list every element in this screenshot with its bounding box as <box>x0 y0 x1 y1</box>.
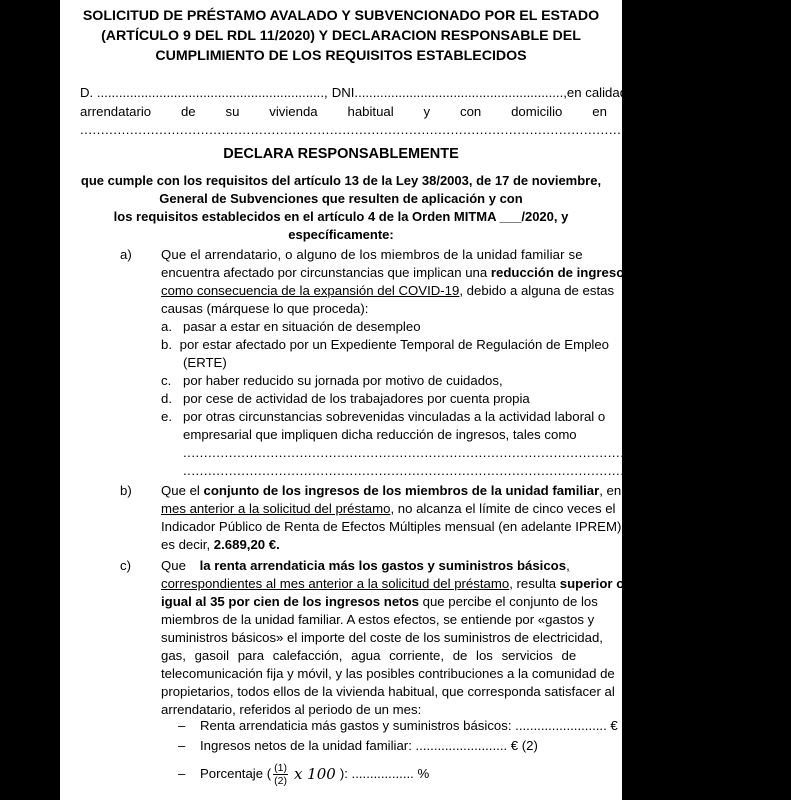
section-b-text: Que el <box>161 483 204 498</box>
intro-word: arrendatario <box>80 104 152 119</box>
declara-line-3: los requisitos establecidos en el artículo 4 de la Orden MITMA ___/2020, y <box>113 209 569 224</box>
section-a-line-2 <box>161 264 636 282</box>
section-a-line-4: causas (márquese lo que proceda): <box>161 301 369 316</box>
intro-text-calidad: en calidad de <box>566 85 646 100</box>
dash-icon: – <box>178 738 186 753</box>
porcentaje-label: Porcentaje ( <box>200 766 272 781</box>
list-text: pasar a estar en situación de desempleo <box>183 319 421 334</box>
section-b-text: es decir, <box>161 537 214 552</box>
porcentaje-row <box>178 758 429 790</box>
list-text: por haber reducido su jornada por motivo de cuidados, <box>183 373 503 388</box>
list-marker <box>161 426 183 444</box>
section-a-line-3 <box>161 282 615 300</box>
section-c-line-1 <box>161 557 607 575</box>
section-c-line-4: miembros de la unidad familiar. A estos efectos, se entiende por «gastos y <box>161 612 595 627</box>
address-blank: .................................................................................................................................................................... <box>80 122 763 137</box>
section-c-line-5: suministros básicos» el importe del coste de los suministros de electricidad, <box>161 630 603 645</box>
declara-intro <box>60 172 622 244</box>
dni-blank: DNI........................................................., <box>331 85 567 100</box>
section-c-marker: c) <box>120 558 131 573</box>
section-b-text: , en el <box>599 483 636 498</box>
dash-icon: – <box>178 766 186 781</box>
intro-line-1 <box>80 84 646 102</box>
intro-word: su <box>225 104 240 119</box>
other-causes-blank-2: .................................................................................................................................................. <box>183 463 791 478</box>
list-marker: d. <box>161 391 172 406</box>
superior-bold: superior o <box>559 576 625 591</box>
section-c <box>161 557 625 719</box>
list-item <box>161 426 609 444</box>
list-marker: b. <box>161 337 172 352</box>
declara-line-4: específicamente: <box>288 227 394 242</box>
list-item <box>161 390 609 408</box>
mes-anterior-underlined: correspondientes al mes anterior a la solicitud del préstamo <box>161 576 510 591</box>
section-a-marker: a) <box>120 247 132 262</box>
intro-word: vivienda <box>269 104 318 119</box>
iprem-amount: 2.689,20 €. <box>213 537 280 552</box>
intro-word: y <box>423 104 431 119</box>
section-c-line-9: arrendatario, referidos al periodo de un mes: <box>161 702 422 717</box>
section-b <box>161 482 636 554</box>
ingresos-unidad-bold: conjunto de los ingresos de los miembros de la unidad familiar <box>203 483 600 498</box>
fraction-numerator: (1) <box>274 761 287 774</box>
declara-line-1: que cumple con los requisitos del artículo 13 de la Ley 38/2003, de 17 de noviembre, <box>80 173 602 188</box>
list-item <box>161 354 609 372</box>
section-c-line-2 <box>161 575 625 593</box>
reduccion-ingresos-bold: reducción de ingresos <box>490 265 632 280</box>
document-page <box>60 0 791 800</box>
section-b-line-1 <box>161 482 636 500</box>
section-c-text: , <box>566 558 570 573</box>
section-c-text: , resulta <box>509 576 560 591</box>
list-item <box>161 336 609 354</box>
section-c-line-3 <box>161 593 607 611</box>
intro-word: habitual <box>347 104 394 119</box>
intro-line-2 <box>80 103 607 121</box>
list-item <box>161 408 609 426</box>
section-b-text: , no alcanza el límite de cinco veces el <box>390 501 616 516</box>
declara-heading: DECLARA RESPONSABLEMENTE <box>223 146 459 162</box>
intro-word: con <box>459 104 482 119</box>
section-b-marker: b) <box>120 483 132 498</box>
section-c-line-7: telecomunicación fija y móvil, y las posibles contribuciones a la comunidad de <box>161 666 615 681</box>
list-text: empresarial que impliquen dicha reducción de ingresos, tales como <box>183 427 577 442</box>
section-a-text: , debido a alguna de estas <box>459 283 615 298</box>
section-b-line-4 <box>161 536 607 554</box>
intro-word: domicilio <box>511 104 563 119</box>
ingresos-row <box>178 737 538 755</box>
section-b-line-3: Indicador Público de Renta de Efectos Múltiples mensual (en adelante IPREM), <box>161 519 626 534</box>
section-a-text: , <box>631 265 636 280</box>
treinta-cinco-bold: igual al 35 por cien de los ingresos netos <box>161 594 419 609</box>
section-a-text: encuentra afectado por circunstancias que implican una <box>161 265 491 280</box>
section-b-line-2 <box>161 500 616 518</box>
times-hundred: x 100 <box>293 765 336 783</box>
fraction <box>273 762 288 787</box>
section-a-text: Que el arrendatario, o alguno de los miembros de la unidad familiar se <box>161 247 583 262</box>
list-text: por cese de actividad de los trabajadores por cuenta propia <box>183 391 530 406</box>
title-line-3: CUMPLIMIENTO DE LOS REQUISITOS ESTABLECIDOS <box>155 48 527 64</box>
fraction-denominator: (2) <box>274 774 287 787</box>
list-marker: c. <box>161 373 172 388</box>
name-blank: D. .............................................................., <box>80 85 328 100</box>
intro-word: en <box>592 104 607 119</box>
list-marker: a. <box>161 319 172 334</box>
list-item <box>161 372 609 390</box>
mes-anterior-underlined: mes anterior a la solicitud del préstamo <box>161 501 391 516</box>
section-c-line-8: propietarios, todos ellos de la vivienda habitual, que corresponda satisfacer al <box>161 684 615 699</box>
section-c-line-6: gas, gasoil para calefacción, agua corriente, de los servicios de <box>161 648 577 663</box>
dash-icon: – <box>178 718 186 733</box>
declara-line-2: General de Subvenciones que resulten de aplicación y con <box>159 191 523 206</box>
section-c-text: que percibe el conjunto de los <box>418 594 598 609</box>
renta-row <box>178 717 638 735</box>
title-line-2: (ARTÍCULO 9 DEL RDL 11/2020) Y DECLARACION RESPONSABLE DEL <box>101 28 581 44</box>
list-item <box>161 318 609 336</box>
title-line-1: SOLICITUD DE PRÉSTAMO AVALADO Y SUBVENCIONADO POR EL ESTADO <box>82 8 600 24</box>
list-marker: e. <box>161 409 172 424</box>
renta-blank: Renta arrendaticia más gastos y suministros básicos: ......................... € (1) <box>200 718 638 733</box>
renta-gastos-bold: la renta arrendaticia más los gastos y suministros básicos <box>199 558 567 573</box>
porcentaje-blank: ): ................. % <box>339 766 430 781</box>
other-causes-blank-1: .................................................................................................................................................. <box>183 445 791 460</box>
covid-underlined: como consecuencia de la expansión del COVID-19 <box>161 283 460 298</box>
list-text: por estar afectado por un Expediente Temporal de Regulación de Empleo <box>179 337 609 352</box>
document-title <box>60 6 622 66</box>
section-a <box>161 246 636 318</box>
intro-word: de <box>180 104 196 119</box>
section-a-line-1 <box>161 246 607 264</box>
ingresos-blank: Ingresos netos de la unidad familiar: ......................... € (2) <box>200 738 538 753</box>
list-text: (ERTE) <box>183 355 227 370</box>
causes-list <box>161 318 791 480</box>
list-marker <box>161 354 183 372</box>
list-text: por otras circunstancias sobrevenidas vinculadas a la actividad laboral o <box>183 409 606 424</box>
section-c-text: Que <box>161 558 190 573</box>
